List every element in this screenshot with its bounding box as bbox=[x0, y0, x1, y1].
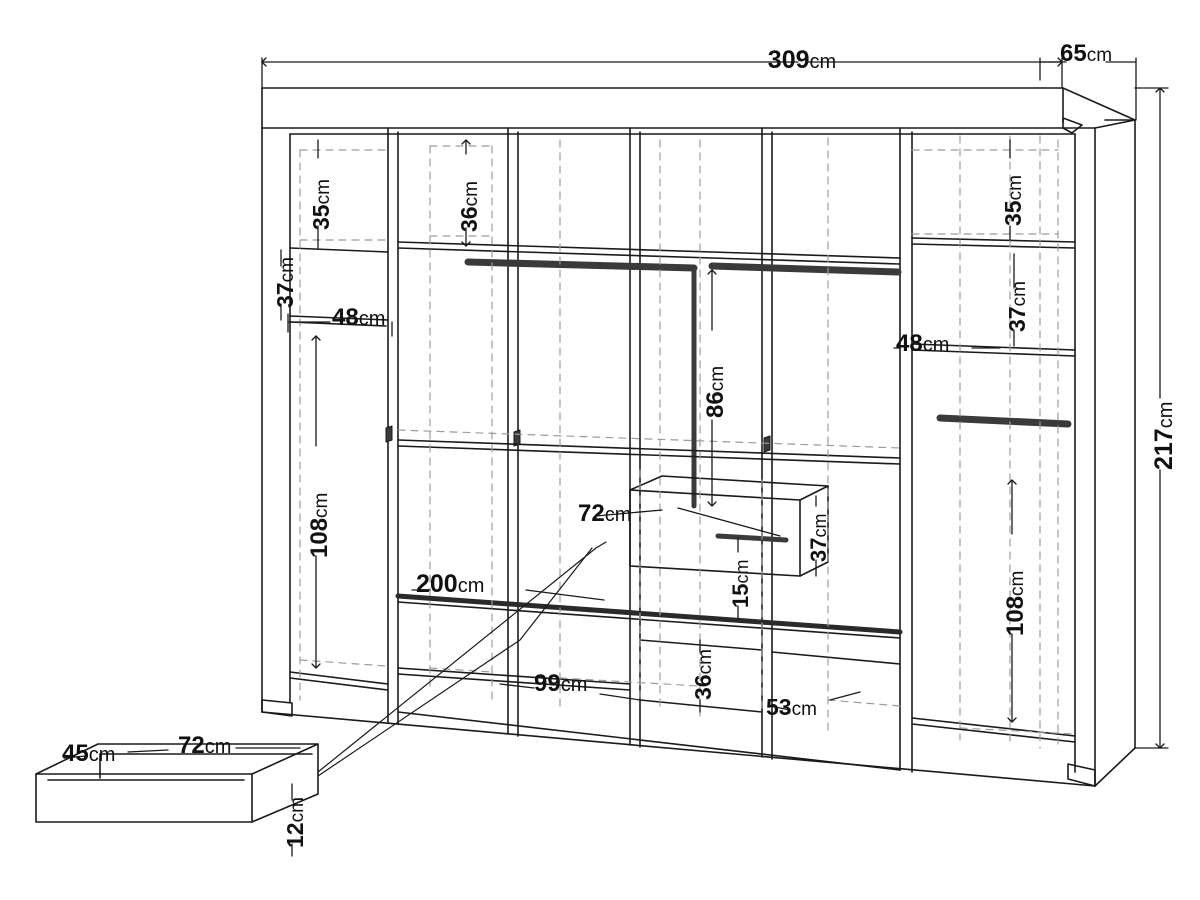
dimension-bottom-inner-width: 99cm bbox=[534, 670, 588, 697]
dimension-drawer-box-depth: 37cm bbox=[806, 513, 831, 562]
dimension-left-mid-compartment: 37cm bbox=[272, 257, 298, 308]
dimension-left-top-compartment: 35cm bbox=[308, 179, 334, 230]
dimension-left-shelf-width: 48cm bbox=[332, 304, 386, 331]
dimension-hanging-rail-height: 86cm bbox=[702, 365, 729, 418]
dimension-bottom-shelf-width: 200cm bbox=[416, 570, 485, 598]
dimension-right-lower-height: 108cm bbox=[1002, 570, 1029, 636]
dimension-drawer-height: 12cm bbox=[282, 797, 308, 848]
dimension-drawer-box-width: 72cm bbox=[578, 500, 632, 527]
dimension-bottom-right-depth: 53cm bbox=[766, 694, 817, 720]
dimension-right-mid-compartment: 37cm bbox=[1004, 281, 1030, 332]
dimension-left-lower-height: 108cm bbox=[306, 492, 333, 558]
dimension-overall-width: 309cm bbox=[767, 46, 837, 74]
dimension-overall-depth: 65cm bbox=[1059, 40, 1113, 67]
dimension-drawer-width: 72cm bbox=[178, 732, 232, 759]
dimension-lower-compartment: 36cm bbox=[690, 649, 716, 700]
dimension-drawer-gap: 15cm bbox=[728, 559, 753, 608]
dimension-center-top-shelf: 36cm bbox=[456, 181, 482, 232]
dimension-overall-height: 217cm bbox=[1150, 401, 1178, 470]
dimension-right-top-compartment: 35cm bbox=[1000, 175, 1026, 226]
dimension-right-shelf-width: 48cm bbox=[896, 330, 950, 357]
dimension-drawer-front-width: 45cm bbox=[62, 740, 116, 767]
